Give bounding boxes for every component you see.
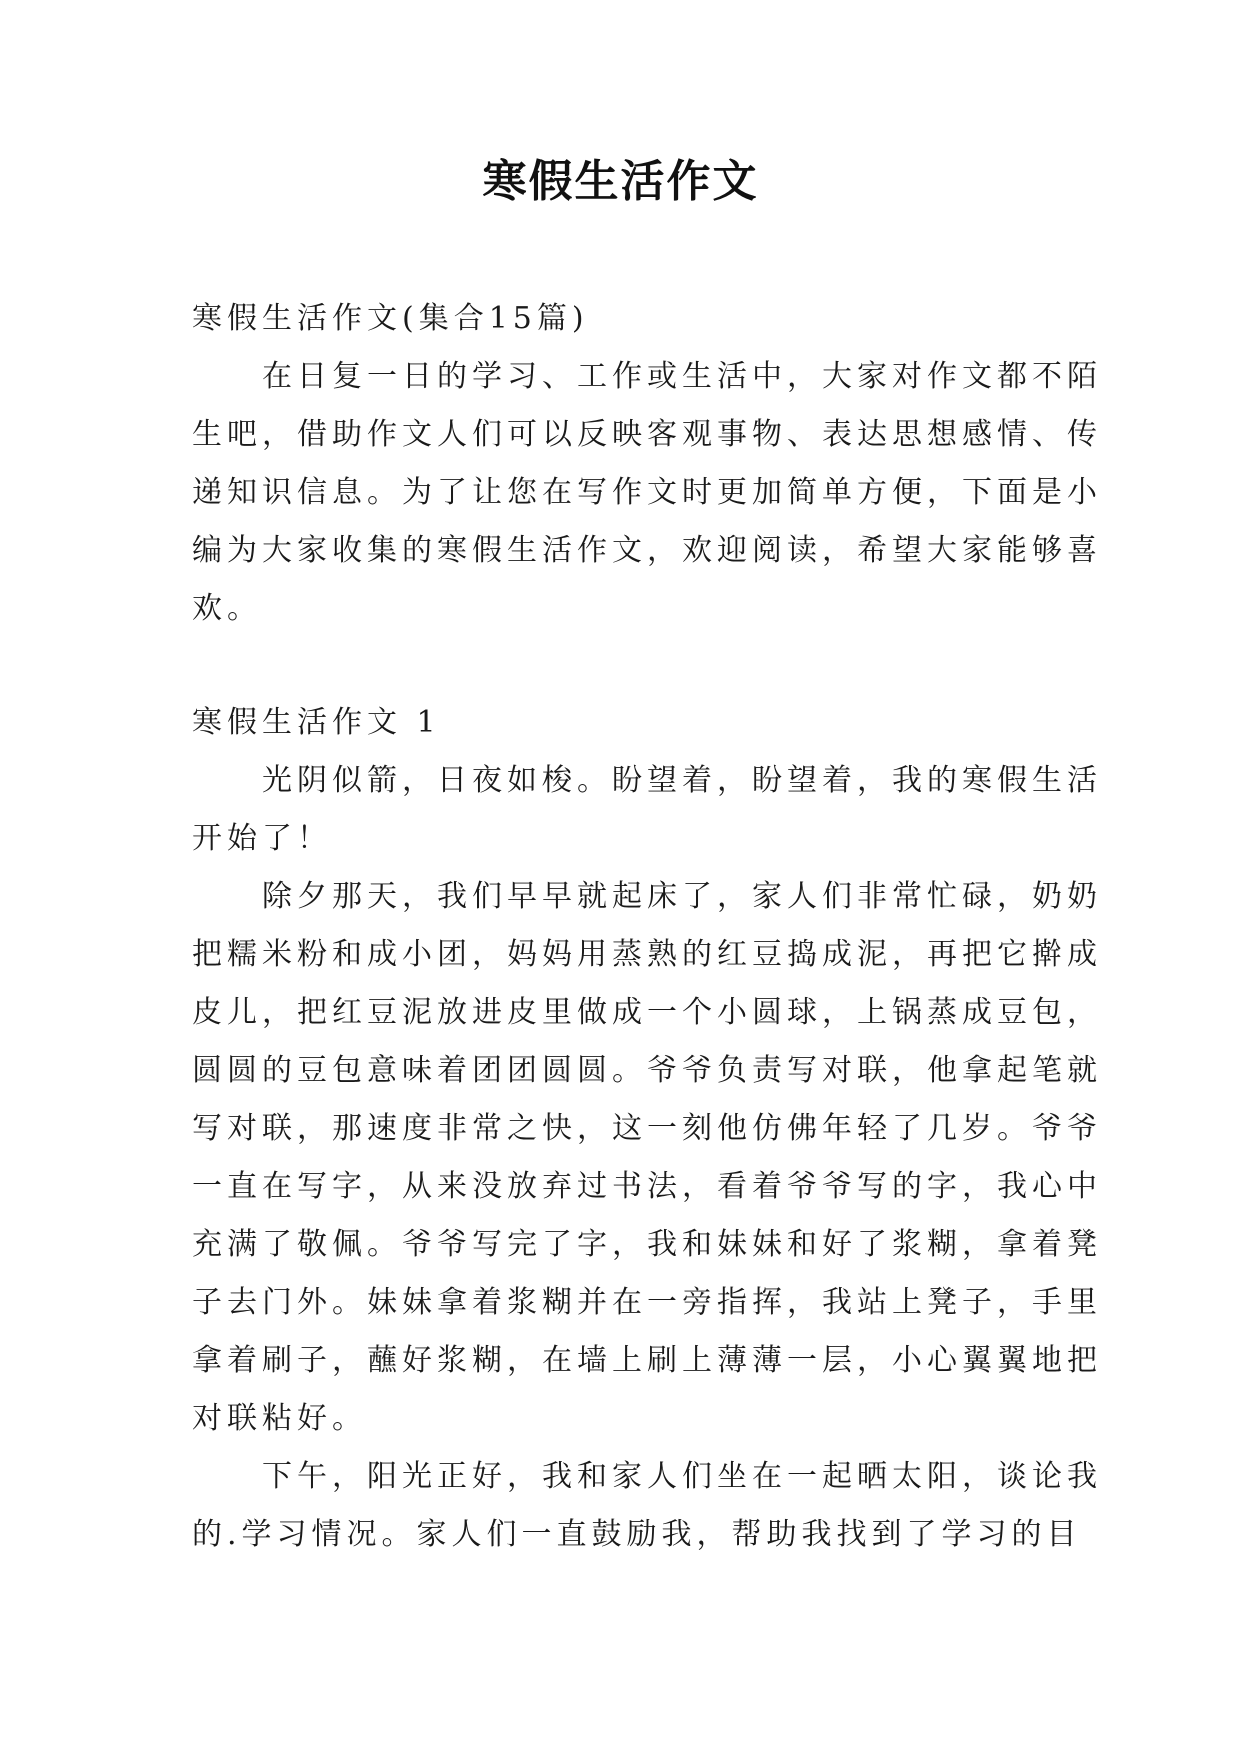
essay-paragraph-line: 拿着刷子，蘸好浆糊，在墙上刷上薄薄一层，小心翼翼地把 xyxy=(192,1343,1102,1378)
essay-paragraph-line: 圆圆的豆包意味着团团圆圆。爷爷负责写对联，他拿起笔就 xyxy=(192,1053,1102,1088)
intro-section xyxy=(192,290,1102,638)
essay-paragraph-line: 一直在写字，从来没放弃过书法，看着爷爷写的字，我心中 xyxy=(192,1169,1102,1204)
document-title: 寒假生活作文 xyxy=(482,156,759,207)
intro-paragraph-line: 编为大家收集的寒假生活作文，欢迎阅读，希望大家能够喜 xyxy=(192,533,1102,568)
essay-paragraph-line: 子去门外。妹妹拿着浆糊并在一旁指挥，我站上凳子，手里 xyxy=(192,1285,1102,1320)
essay-paragraph-line: 把糯米粉和成小团，妈妈用蒸熟的红豆捣成泥，再把它擀成 xyxy=(192,937,1102,972)
essay-paragraph-line: 写对联，那速度非常之快，这一刻他仿佛年轻了几岁。爷爷 xyxy=(192,1111,1102,1146)
intro-paragraph-line: 递知识信息。为了让您在写作文时更加简单方便，下面是小 xyxy=(192,475,1102,510)
essay-heading: 寒假生活作文 1 xyxy=(192,705,441,740)
essay-paragraph-line: 光阴似箭，日夜如梭。盼望着，盼望着，我的寒假生活 xyxy=(192,763,1102,798)
essay-paragraph-line: 开始了！ xyxy=(192,821,332,856)
collection-subtitle: 寒假生活作文(集合15篇) xyxy=(192,301,589,336)
intro-paragraph-line: 生吧，借助作文人们可以反映客观事物、表达思想感情、传 xyxy=(192,417,1102,452)
essay-paragraph-line: 充满了敬佩。爷爷写完了字，我和妹妹和好了浆糊，拿着凳 xyxy=(192,1227,1102,1262)
intro-paragraph-line: 在日复一日的学习、工作或生活中，大家对作文都不陌 xyxy=(192,359,1102,394)
essay-paragraph-line: 的.学习情况。家人们一直鼓励我，帮助我找到了学习的目 xyxy=(192,1517,1082,1552)
intro-paragraph-line: 欢。 xyxy=(192,591,262,626)
essay-paragraph-line: 除夕那天，我们早早就起床了，家人们非常忙碌，奶奶 xyxy=(192,879,1102,914)
essay-paragraph-line: 对联粘好。 xyxy=(192,1401,367,1436)
essay-section xyxy=(192,694,1102,1564)
essay-paragraph-line: 下午，阳光正好，我和家人们坐在一起晒太阳，谈论我 xyxy=(192,1459,1102,1494)
essay-paragraph-line: 皮儿，把红豆泥放进皮里做成一个小圆球，上锅蒸成豆包， xyxy=(192,995,1102,1030)
